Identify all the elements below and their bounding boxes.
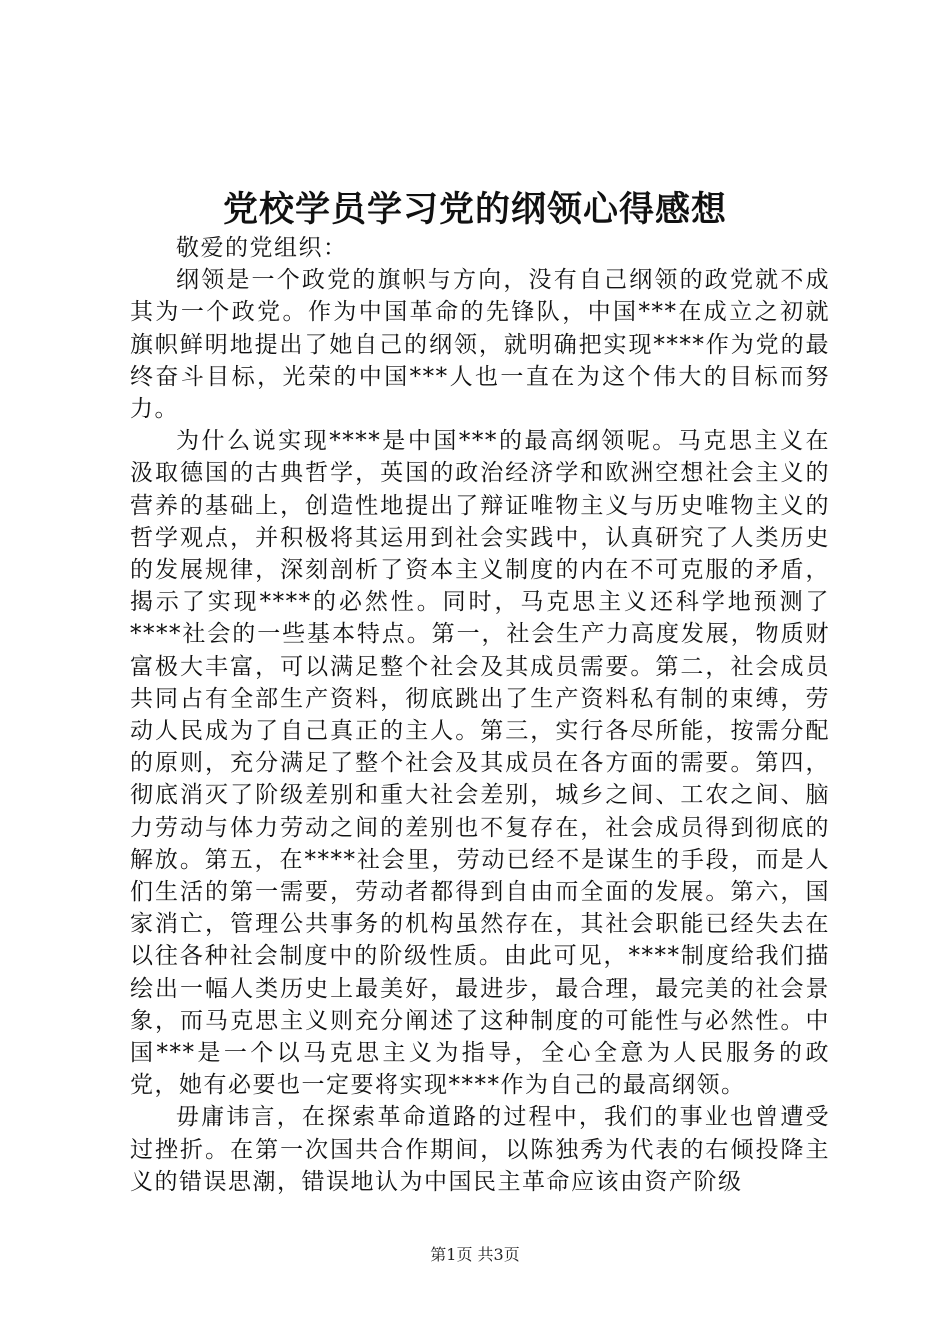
salutation: 敬爱的党组织： (176, 235, 348, 261)
paragraph: 纲领是一个政党的旗帜与方向，没有自己纲领的政党就不成其为一个政党。作为中国革命的先锋队，中国***在成立之初就旗帜鲜明地提出了她自己的纲领，就明确把实现****作为党的最终奋斗目标，光荣的中国***人也一直在为这个伟大的目标而努力。 (130, 267, 830, 423)
page-number-footer: 第1页 共3页 (430, 1245, 520, 1264)
document-body (130, 232, 830, 1198)
paragraph: 毋庸讳言，在探索革命道路的过程中，我们的事业也曾遭受过挫折。在第一次国共合作期间，以陈独秀为代表的右倾投降主义的错误思潮，错误地认为中国民主革命应该由资产阶级 (130, 1104, 830, 1195)
document-title: 党校学员学习党的纲领心得感想 (222, 189, 727, 230)
paragraph: 为什么说实现****是中国***的最高纲领呢。马克思主义在汲取德国的古典哲学，英国的政治经济学和欧洲空想社会主义的营养的基础上，创造性地提出了辩证唯物主义与历史唯物主义的哲学观点，并积极将其运用到社会实践中，认真研究了人类历史的发展规律，深刻剖析了资本主义制度的内在不可克服的矛盾，揭示了实现****的必然性。同时，马克思主义还科学地预测了****社会的一些基本特点。第一，社会生产力高度发展，物质财富极大丰富，可以满足整个社会及其成员需要。第二，社会成员共同占有全部生产资料，彻底跳出了生产资料私有制的束缚，劳动人民成为了自己真正的主人。第三，实行各尽所能，按需分配的原则，充分满足了整个社会及其成员在各方面的需要。第四，彻底消灭了阶级差别和重大社会差别，城乡之间、工农之间、脑力劳动与体力劳动之间的差别也不复存在，社会成员得到彻底的解放。第五，在****社会里，劳动已经不是谋生的手段，而是人们生活的第一需要，劳动者都得到自由而全面的发展。第六，国家消亡，管理公共事务的机构虽然存在，其社会职能已经失去在以往各种社会制度中的阶级性质。由此可见，****制度给我们描绘出一幅人类历史上最美好，最进步，最合理，最完美的社会景象，而马克思主义则充分阐述了这种制度的可能性与必然性。中国***是一个以马克思主义为指导，全心全意为人民服务的政党，她有必要也一定要将实现****作为自己的最高纲领。 (130, 428, 830, 1099)
